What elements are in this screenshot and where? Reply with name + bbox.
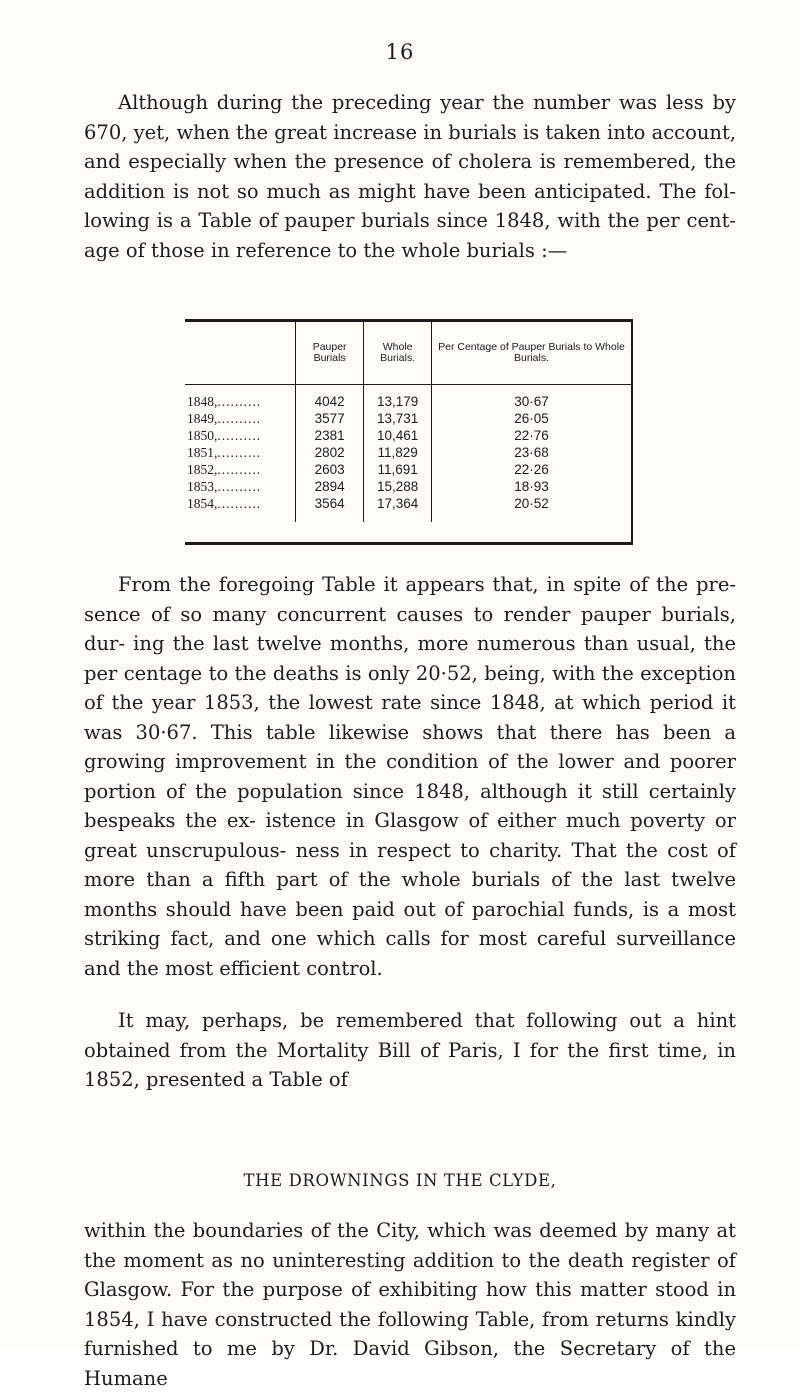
paragraph-paris-hint: It may, perhaps, be remembered that following out a hint obtained from the Mortality Bill of Paris, I for the first time, in 1852, presented a Table of bbox=[84, 1009, 736, 1091]
dot-leader: .......... bbox=[217, 445, 262, 460]
table-row bbox=[185, 410, 631, 427]
section-heading: THE DROWNINGS IN THE CLYDE, bbox=[243, 1171, 557, 1190]
cell-whole: 11,691 bbox=[364, 461, 432, 478]
paragraph-analysis: From the foregoing Table it appears that, in spite of the pre- sence of so many concurrent causes to render pauper burials, dur- ing the last twelve months, more numerous than usual, the per centage to the deaths is only 20·52, being, with the exception of the year 1853, the lowest rate since 1848, at which period it was 30·67. This table likewise shows that there has been a growing improvement in the condition of the lower and poorer portion of the population since 1848, although it still certainly bespeaks the ex- istence in Glasgow of either much poverty or great unscrupulous- ness in respect to charity. That the cost of more than a fifth part of the whole burials of the last twelve months should have been paid out of parochial funds, is a most striking fact, and one which calls for most careful surveillance and the most efficient control. bbox=[84, 573, 736, 980]
year-label: 1848, bbox=[187, 394, 218, 409]
year-label: 1850, bbox=[187, 428, 218, 443]
year-label: 1853, bbox=[187, 479, 218, 494]
cell-year bbox=[185, 444, 296, 461]
paragraph-intro: Although during the preceding year the number was less by 670, yet, when the great increase in burials is taken into account, and especially when the presence of cholera is remembered, the addition is not so much as might have been anticipated. The fol- lowing is a Table of pauper burials since 1848, with the per cent- age of those in reference to the whole burials :— bbox=[84, 91, 736, 262]
cell-percent: 26·05 bbox=[432, 410, 631, 427]
cell-pauper: 2894 bbox=[296, 478, 364, 495]
cell-whole: 10,461 bbox=[364, 427, 432, 444]
header-pauper-burials: Pauper Burials bbox=[296, 322, 364, 385]
cell-percent: 30·67 bbox=[432, 385, 631, 411]
cell-percent: 18·93 bbox=[432, 478, 631, 495]
cell-pauper: 4042 bbox=[296, 385, 364, 411]
dot-leader: .......... bbox=[217, 462, 262, 477]
cell-whole: 11,829 bbox=[364, 444, 432, 461]
dot-leader: .......... bbox=[217, 394, 262, 409]
cell-year bbox=[185, 410, 296, 427]
header-per-centage: Per Centage of Pauper Burials to Whole Burials. bbox=[432, 322, 631, 385]
page-number: 16 bbox=[385, 40, 415, 64]
pauper-burials-table bbox=[185, 319, 633, 545]
cell-year bbox=[185, 461, 296, 478]
dot-leader: .......... bbox=[217, 411, 262, 426]
cell-percent: 22·76 bbox=[432, 427, 631, 444]
cell-percent: 23·68 bbox=[432, 444, 631, 461]
table-row bbox=[185, 385, 631, 411]
header-year bbox=[185, 322, 296, 385]
dot-leader: .......... bbox=[217, 428, 262, 443]
header-whole-burials: Whole Burials. bbox=[364, 322, 432, 385]
table-row bbox=[185, 427, 631, 444]
cell-percent: 22·26 bbox=[432, 461, 631, 478]
cell-whole: 15,288 bbox=[364, 478, 432, 495]
cell-year bbox=[185, 385, 296, 411]
cell-whole: 13,179 bbox=[364, 385, 432, 411]
cell-whole: 13,731 bbox=[364, 410, 432, 427]
year-label: 1854, bbox=[187, 496, 218, 511]
dot-leader: .......... bbox=[217, 479, 262, 494]
cell-pauper: 3577 bbox=[296, 410, 364, 427]
table-row bbox=[185, 495, 631, 522]
table-row bbox=[185, 444, 631, 461]
table-row bbox=[185, 478, 631, 495]
cell-pauper: 2603 bbox=[296, 461, 364, 478]
year-label: 1852, bbox=[187, 462, 218, 477]
burials-table-grid bbox=[185, 322, 631, 522]
cell-year bbox=[185, 495, 296, 522]
year-label: 1851, bbox=[187, 445, 218, 460]
cell-whole: 17,364 bbox=[364, 495, 432, 522]
year-label: 1849, bbox=[187, 411, 218, 426]
table-header-row bbox=[185, 322, 631, 385]
paragraph-drownings: within the boundaries of the City, which was deemed by many at the moment as no uninteresting addition to the death register of Glasgow. For the purpose of exhibiting how this matter stood in 1854, I have constructed the following Table, from returns kindly furnished to me by Dr. David Gibson, the Secretary of the Humane bbox=[84, 1219, 736, 1390]
dot-leader: .......... bbox=[217, 496, 262, 511]
cell-pauper: 2381 bbox=[296, 427, 364, 444]
cell-year bbox=[185, 427, 296, 444]
cell-pauper: 2802 bbox=[296, 444, 364, 461]
cell-year bbox=[185, 478, 296, 495]
cell-percent: 20·52 bbox=[432, 495, 631, 522]
cell-pauper: 3564 bbox=[296, 495, 364, 522]
table-row bbox=[185, 461, 631, 478]
